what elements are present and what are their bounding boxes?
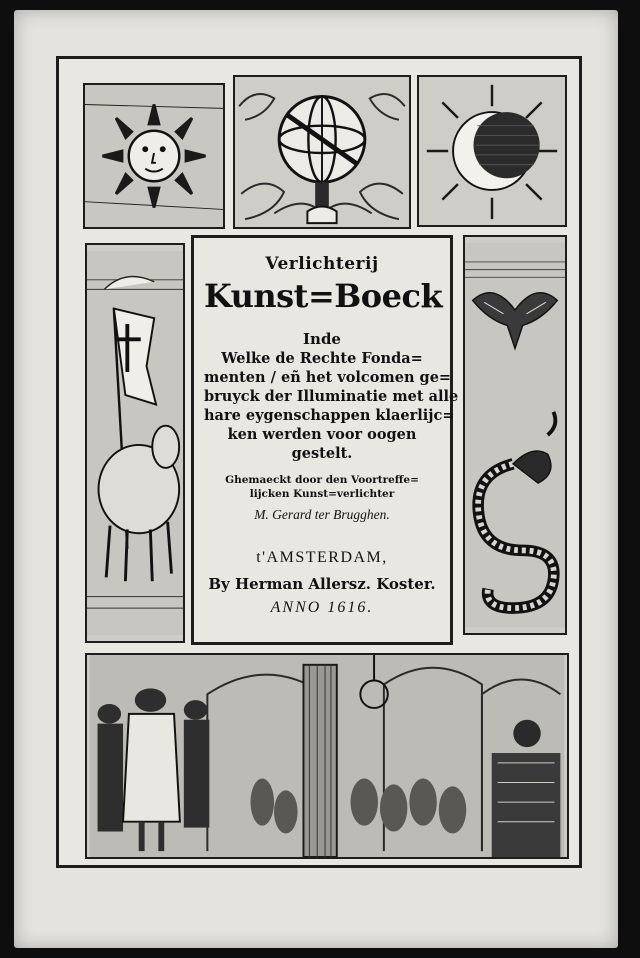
- maker-line: lijcken Kunst=verlichter: [249, 488, 395, 500]
- title-page: [14, 10, 618, 948]
- lamb-banner-icon: [87, 245, 183, 641]
- description-line: menten / eñ het volcomen ge=: [204, 369, 452, 386]
- description-line: gestelt.: [291, 445, 353, 462]
- description-line: bruyck der Illuminatie met alle: [204, 388, 459, 405]
- publication-city: t'AMSTERDAM,: [256, 549, 388, 566]
- title-line-1: Verlichterij: [265, 254, 379, 274]
- church-interior-woodcut: [85, 653, 569, 859]
- woodcut-border-frame: [56, 56, 582, 868]
- title-line-2: Kunst=Boeck: [204, 277, 443, 315]
- armillary-sphere-icon: [235, 77, 409, 227]
- printer-name: By Herman Allersz. Koster.: [208, 575, 436, 593]
- bird-and-serpent-woodcut: [463, 235, 567, 635]
- eclipsed-sun-woodcut: [417, 75, 567, 227]
- bird-serpent-icon: [465, 237, 565, 633]
- sun-face-woodcut: [83, 83, 225, 229]
- title-block: [191, 235, 459, 645]
- description-line: Inde: [303, 330, 341, 348]
- sun-face-icon: [85, 85, 223, 227]
- armillary-sphere-woodcut: [233, 75, 411, 229]
- lamb-with-banner-woodcut: [85, 243, 185, 643]
- author-name: M. Gerard ter Brugghen.: [254, 507, 390, 522]
- description-line: Welke de Rechte Fonda=: [221, 350, 423, 367]
- description-line: ken werden voor oogen: [227, 426, 417, 443]
- maker-text: [204, 473, 440, 501]
- maker-line: Ghemaeckt door den Voortreffe=: [225, 474, 419, 486]
- eclipsed-sun-icon: [419, 77, 565, 225]
- description-text: [204, 330, 459, 463]
- description-line: hare eygenschappen klaerlijc=: [204, 407, 455, 424]
- publication-year: ANNO 1616.: [270, 599, 374, 616]
- church-scene-icon: [87, 655, 567, 857]
